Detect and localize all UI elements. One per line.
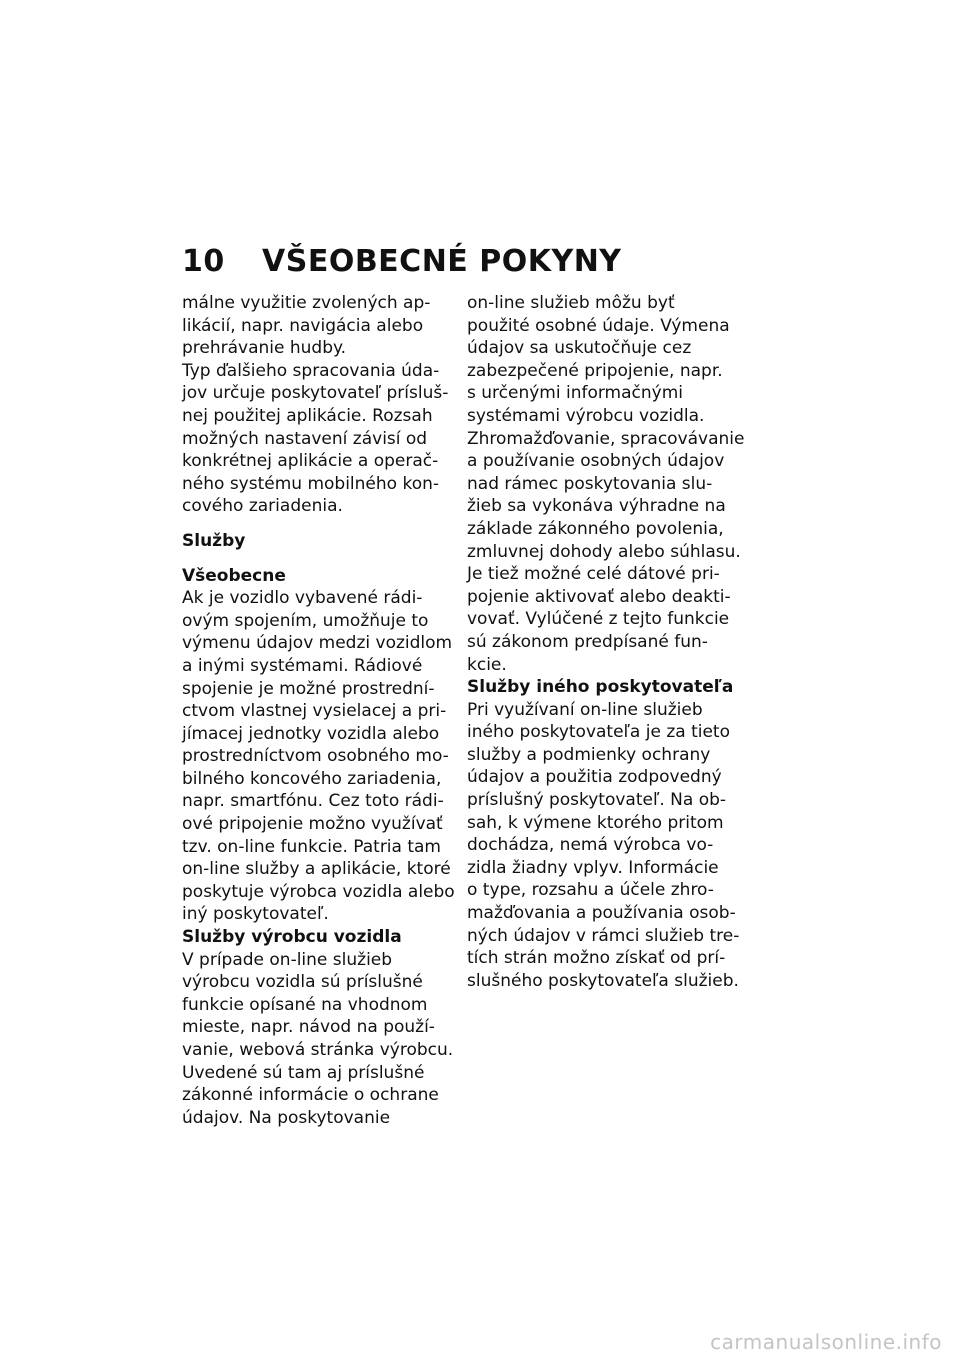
text-line: systémami výrobcu vozidla. — [467, 405, 705, 426]
text-line: vovať. Vylúčené z tejto funkcie — [467, 609, 730, 630]
text-line: konkrétnej aplikácie a operač- — [182, 451, 439, 472]
text-line: Typ ďalšieho spracovania úda- — [182, 360, 440, 381]
text-line: prostredníctvom osobného mo- — [182, 746, 449, 767]
text-line: napr. smartfónu. Cez toto rádi- — [182, 791, 444, 812]
text-line: poskytuje výrobca vozidla alebo — [182, 881, 455, 902]
text-line: údajov. Na poskytovanie — [182, 1107, 391, 1128]
text-line: likácií, napr. navigácia alebo — [182, 315, 424, 336]
text-line: tích strán možno získať od prí- — [467, 948, 726, 969]
subheading-manufacturer-services: Služby výrobcu vozidla — [182, 927, 402, 948]
manufacturer-paragraph — [182, 949, 457, 1130]
text-line: základe zákonného povolenia, — [467, 518, 724, 539]
text-line: údajov a použitia zodpovedný — [467, 767, 722, 788]
text-line: mieste, napr. návod na použí- — [182, 1017, 435, 1038]
right-column — [467, 292, 745, 992]
text-line: Ak je vozidlo vybavené rádi- — [182, 588, 423, 609]
text-line: dochádza, nemá výrobca vo- — [467, 835, 714, 856]
text-line: málne využitie zvolených ap- — [182, 293, 431, 313]
intro-paragraph — [182, 292, 457, 518]
text-line: Pri využívaní on-line služieb — [467, 699, 703, 720]
text-line: služby a podmienky ochrany — [467, 744, 711, 765]
text-line: slušného poskytovateľa služieb. — [467, 970, 739, 991]
text-line: Uvedené sú tam aj príslušné — [182, 1062, 425, 1083]
text-line: Zhromažďovanie, spracovávanie — [467, 428, 745, 449]
text-line: funkcie opísané na vhodnom — [182, 994, 428, 1015]
text-line: sú zákonom predpísané fun- — [467, 631, 708, 652]
text-line: spojenie je možné prostrední- — [182, 678, 435, 699]
text-line: jov určuje poskytovateľ prísluš- — [182, 383, 449, 404]
chapter-title — [182, 244, 622, 279]
chapter-number: 10 — [182, 244, 225, 279]
text-line: jímacej jednotky vozidla alebo — [182, 723, 440, 744]
subheading-third-party-services: Služby iného poskytovateľa — [467, 677, 734, 698]
text-line: výmenu údajov medzi vozidlom — [182, 633, 453, 654]
text-line: cového zariadenia. — [182, 496, 343, 517]
text-line: výrobcu vozidla sú príslušné — [182, 972, 423, 993]
text-line: zabezpečené pripojenie, napr. — [467, 360, 723, 381]
text-line: údajov sa uskutočňuje cez — [467, 338, 692, 359]
text-line: bilného koncového zariadenia, — [182, 768, 442, 789]
text-line: ctvom vlastnej vysielacej a pri- — [182, 701, 447, 722]
text-line: možných nastavení závisí od — [182, 428, 428, 449]
left-column — [182, 292, 457, 1129]
text-line: pojenie aktivovať alebo deakti- — [467, 586, 731, 607]
general-paragraph — [182, 587, 457, 926]
text-line: sah, k výmene ktorého pritom — [467, 812, 724, 833]
continuation-paragraph — [467, 292, 745, 676]
text-line: prehrávanie hudby. — [182, 338, 347, 359]
text-line: zákonné informácie o ochrane — [182, 1085, 439, 1106]
watermark[interactable]: carmanualsonline.info — [710, 1330, 942, 1354]
text-line: iný poskytovateľ. — [182, 904, 329, 925]
text-line: vanie, webová stránka výrobcu. — [182, 1040, 454, 1060]
text-line: mažďovania a používania osob- — [467, 903, 736, 924]
text-line: nad rámec poskytovania slu- — [467, 473, 713, 494]
text-line: tzv. on-line funkcie. Patria tam — [182, 836, 441, 857]
text-line: príslušný poskytovateľ. Na ob- — [467, 790, 727, 811]
text-line: s určenými informačnými — [467, 383, 683, 404]
text-line: ných údajov v rámci služieb tre- — [467, 925, 740, 946]
text-line: V prípade on-line služieb — [182, 949, 393, 970]
text-line: Je tiež možné celé dátové pri- — [467, 564, 720, 585]
text-line: on-line služby a aplikácie, ktoré — [182, 859, 451, 880]
third-party-paragraph — [467, 699, 742, 993]
text-line: iného poskytovateľa je za tieto — [467, 722, 730, 743]
section-heading-services: Služby — [182, 530, 246, 551]
text-line: zmluvnej dohody alebo súhlasu. — [467, 541, 741, 562]
text-line: ovým spojením, umožňuje to — [182, 610, 429, 631]
text-line: nej použitej aplikácie. Rozsah — [182, 405, 433, 426]
text-line: ové pripojenie možno využívať — [182, 814, 443, 835]
text-line: a používanie osobných údajov — [467, 451, 725, 472]
text-line: o type, rozsahu a účele zhro- — [467, 880, 714, 901]
text-line: kcie. — [467, 654, 507, 675]
subheading-general: Všeobecne — [182, 565, 286, 586]
text-line: on-line služieb môžu byť — [467, 293, 675, 313]
text-line: ného systému mobilného kon- — [182, 473, 440, 494]
text-line: a inými systémami. Rádiové — [182, 655, 423, 676]
text-line: použité osobné údaje. Výmena — [467, 315, 730, 336]
text-line: žieb sa vykonáva výhradne na — [467, 496, 726, 517]
chapter-title-text: VŠEOBECNÉ POKYNY — [262, 244, 622, 279]
text-line: zidla žiadny vplyv. Informácie — [467, 857, 719, 878]
